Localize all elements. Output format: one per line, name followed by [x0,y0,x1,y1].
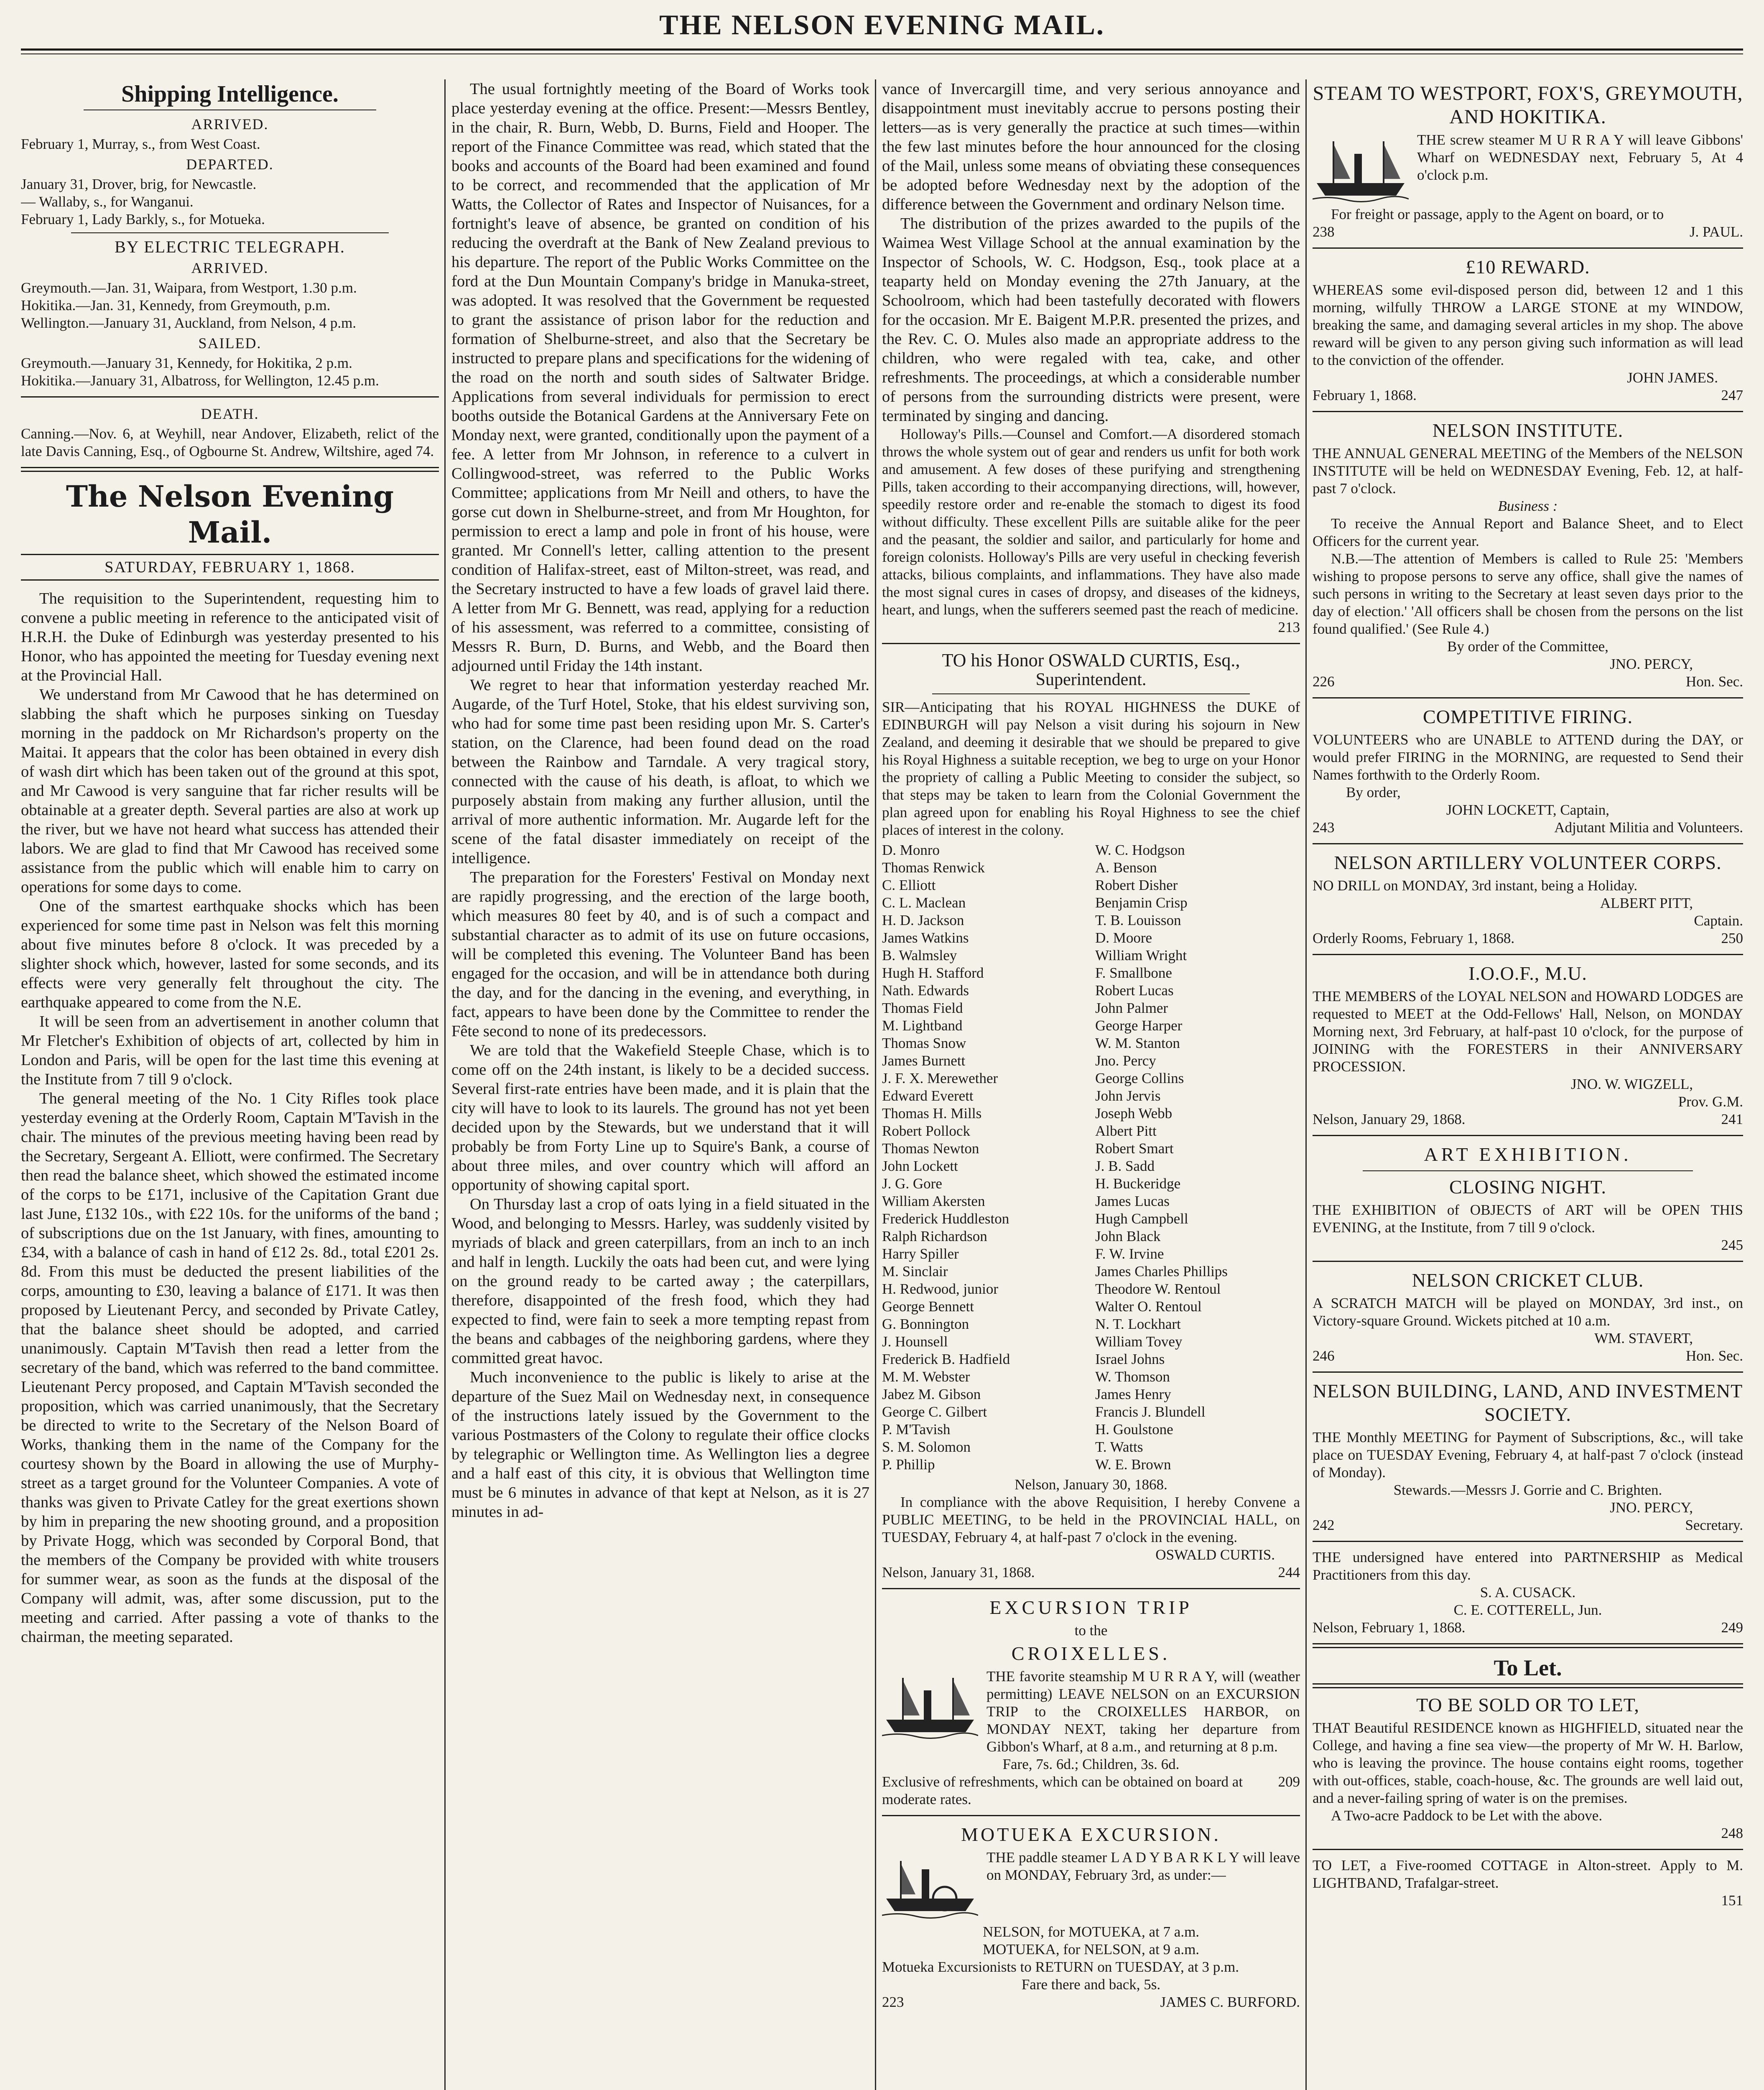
divider [21,579,439,581]
motueka-line: NELSON, for MOTUEKA, at 7 a.m. [982,1924,1200,1940]
motueka-footer [882,1993,1300,2011]
artillery-role: Captain. [1694,912,1743,929]
signatory: Ralph Richardson [882,1228,987,1244]
signatory: James Henry [1095,1386,1171,1402]
trip-refreshments: Exclusive of refreshments, which can be obtained on board at moderate rates. [882,1774,1243,1807]
steamship-icon [1313,133,1409,204]
signatory: John Jervis [1095,1088,1161,1104]
advert-number: 241 [1721,1111,1743,1127]
signatory: J. F. X. Merewether [882,1070,998,1086]
requisition-body: SIR—Anticipating that his ROYAL HIGHNESS the DUKE of EDINBURGH will pay Nelson a visit during his sojourn in New Zealand, and deeming it desirable that we should be prepared to give his Royal Highness a suitable reception, we beg to urge on your Honor the propriety of calling a Public Meeting to consider the subject, so that steps may be taken to learn from the Colonial Government the plan agreed upon for enabling his Royal Highness to see the chief places of interest in the colony. [882,699,1300,838]
institute-business: To receive the Annual Report and Balance Sheet, and to Elect Officers for the current year. [1313,515,1743,549]
competitive-footer [1313,819,1743,836]
news-paragraph: The usual fortnightly meeting of the Board of Works took place yesterday evening at the office. Present:—Messrs Bentley, in the chair, R. Burn, Webb, D. Burns, Field and Hooper. The report of the Finance Committee was read, which stated that the books and accounts of the Board had been examined and found to be correct, and recommended that the application of Mr Watts, the Collector of Rates and Inspector of Nuisances, for a fortnight's leave of absence, be granted on condition of his reducing the overdraft at the Bank of New Zealand previous to his departure. The report of the Public Works Committee on the ford at the Dun Mountain Company's bridge in Manuka-street, was adopted. It was resolved that the Government be requested to grant the assistance of prison labor for the reduction and formation of Shelburne-street, and also that the Secretary be instructed to prepare plans and specifications for the widening of the road on the north and south sides of Saltwater Bridge. Applications from several individuals for permission to erect booths outside the Botanical Gardens at the Anniversary Fete on Monday next, were granted, conditionally upon the payment of a fee. A letter from Mr Johnson, in reference to a culvert in Collingwood-street, was referred to the Public Works Committee; applications from Mr Neill and others, to have the gorse cut down in Shelburne-street, and from Mr Houghton, for permission to erect a lamp and pole in front of his house, were granted. Mr Connell's letter, calling attention to the present condition of Halifax-street, east of Milton-street, was read, and the Secretary instructed to have a few loads of gravel laid there. A letter from Mr G. Bennett, was read, applying for a reduction of his assessment, was referred to a committee, consisting of Messrs R. Burn, D. Burns, and Webb, and the Board then adjourned until Friday the 14th instant. [451,80,869,675]
motueka-title: MOTUEKA EXCURSION. [961,1824,1221,1845]
ioof-title: I.O.O.F., M.U. [1468,963,1587,984]
column-2 [451,79,869,2090]
divider [1313,1261,1743,1262]
signatory: Frederick Huddleston [882,1211,1009,1227]
curtis-signature: OSWALD CURTIS. [1155,1547,1275,1563]
partnership-date: Nelson, February 1, 1868. [1313,1619,1466,1636]
competitive-order: By order, [1346,784,1401,800]
signatory: J. Hounsell [882,1333,948,1350]
cricket-signature: WM. STAVERT, [1594,1330,1693,1346]
advert-number: 209 [1278,1774,1300,1790]
signatory: Jno. Percy [1095,1053,1156,1069]
signatories-left [882,841,1087,1473]
trip-to: to the [1074,1622,1108,1639]
advert-number: 223 [882,1994,904,2010]
steamship-icon [882,1669,978,1741]
signatory: William Wright [1095,947,1187,963]
news-paragraph: The general meeting of the No. 1 City Rifles took place yesterday evening at the Orderly Room, Captain M'Tavish in the chair. The minutes of the previous meeting having been read by the Secretary, Sergeant A. Elliott, were confirmed. The Secretary then read the balance sheet, which showed the estimated income of the corps to be £171, inclusive of the Capitation Grant due last June, £132 10s., with £22 10s. for the uniforms of the band ; of subscriptions due on the 1st January, with fines, amounting to £34, with a balance of cash in hand of £12 2s. 8d., total £201 2s. 8d. From this must be deducted the present liabilities of the corps, amounting to £30, leaving a balance of £171. It was then proposed by Lieutenant Percy, and seconded by Private Catley, that the balance sheet should be adopted, and carried unanimously. Captain M'Tavish then read a letter from the secretary of the band, which was referred to the band committee. Lieutenant Percy proposed, and Captain M'Tavish seconded the proposition, which was carried unanimously, that the Secretary be directed to write to the Secretary of the Nelson Board of Works, thanking them in the name of the Company for the courtesy shown by the Board in allowing the use of Murphy-street as a target ground for the Volunteer Companies. A vote of thanks was given to Private Catley for the great exertions shown by him in preparing the new shooting ground, and a proposition by Private Hogg, which was seconded by Corporal Bond, that the members of the Company be provided with white trousers for summer wear, as soon as the funds at the disposal of the Company will admit, was, after some discussion, put to the meeting and carried. After passing a vote of thanks to the chairman, the meeting separated. [21,1090,439,1646]
advert-number: 226 [1313,673,1335,690]
building-title: NELSON BUILDING, LAND, AND INVESTMENT SOCIETY. [1313,1380,1743,1425]
partnership-signature: S. A. CUSACK. [1480,1584,1576,1601]
signatory: D. Moore [1095,930,1152,946]
institute-footer [1313,673,1743,691]
divider [1313,247,1743,249]
departed-label: DEPARTED. [186,156,274,173]
signatory: H. Buckeridge [1095,1175,1181,1192]
advert-number: 242 [1313,1517,1335,1533]
news-paragraph: The distribution of the prizes awarded to the pupils of the Waimea West Village School at the annual examination by the Inspector of Schools, W. C. Hodgson, Esq., took place at a teaparty held on Monday evening the 27th January, at the Schoolroom, which had been tastefully decorated with flowers for the occasion. Mr E. Baigent M.P.R. presented the prizes, and the Rev. C. O. Mules also made an appropriate address to the children, who were regaled with tea, cake, and other refreshments. The proceedings, at which a considerable number of persons from the surrounding districts were present, were terminated by singing and dancing. [882,215,1300,425]
death-notice: Canning.—Nov. 6, at Weyhill, near Andover, Elizabeth, relict of the late Davis Canning, Esq., of Ogbourne St. Andrew, Wiltshire, aged 74. [21,426,439,459]
news-paragraph: Much inconvenience to the public is likely to arise at the departure of the Suez Mail on Wednesday next, in consequence of the instructions lately issued by the Government to the various Postmasters of the Colony to regulate their office clocks by telegraphic or Wellington time. As Wellington lies a degree and a half east of this city, it is obvious that Wellington time must be 6 minutes in advance of that kept at Nelson, as it is 27 minutes in ad- [451,1369,869,1521]
requisition-title: TO his Honor OSWALD CURTIS, Esq., [942,650,1240,670]
signatory: Thomas H. Mills [882,1105,982,1121]
steam-advert [1313,131,1743,206]
motueka-signature: JAMES C. BURFORD. [1160,1994,1300,2010]
signatory: W. Thomson [1095,1369,1170,1385]
departure-entry: February 1, Lady Barkly, s., for Motueka. [21,211,265,227]
divider [882,1588,1300,1589]
signatory: James Watkins [882,930,969,946]
signatory: John Palmer [1095,1000,1168,1016]
compliance-text: In compliance with the above Requisition, I hereby Convene a PUBLIC MEETING, to be held in the PROVINCIAL HALL, on TUESDAY, February 4, at half-past 7 o'clock in the evening. [882,1494,1300,1545]
sold-paddock: A Two-acre Paddock to be Let with the above. [1331,1807,1603,1824]
artillery-body: NO DRILL on MONDAY, 3rd instant, being a Holiday. [1313,877,1638,894]
cottage-body: TO LET, a Five-roomed COTTAGE in Alton-street. Apply to M. LIGHTBAND, Trafalgar-street. [1313,1857,1743,1891]
signatory: Hugh H. Stafford [882,965,984,981]
steam-freight: For freight or passage, apply to the Agent on board, or to [1331,206,1664,222]
signatory: Frederick B. Hadfield [882,1351,1010,1367]
competitive-signature: JOHN LOCKETT, Captain, [1446,802,1610,818]
column-divider [1305,79,1307,2090]
trip-advert [882,1668,1300,1756]
signatory: H. D. Jackson [882,912,964,928]
divider [1313,1643,1743,1648]
signatory: B. Walmsley [882,947,957,963]
arrived-label: ARRIVED. [191,116,269,133]
holloway-advert: Holloway's Pills.—Counsel and Comfort.—A disordered stomach throws the whole system out of gear and renders us unfit for both work and amusement. A few doses of these purifying and strengthening Pills, taken according to their accompanying directions, will, however, speedily restore order and re-enable the stomach to digest its food without difficulty. These excellent Pills are suitable alike for the peer and the peasant, the soldier and sailor, and particularly for home and foreign colonists. Holloway's Pills are very useful in checking feverish attacks, bilious complaints, and inflammations. They have also made the most signal cures in cases of dropsy, and diseases of the kidneys, heart, and lungs, when the sufferers seemed past the reach of medicine. [882,426,1300,618]
advert-number: 213 [1278,619,1300,635]
signatory: Joseph Webb [1095,1105,1173,1121]
divider [882,1815,1300,1816]
divider [1313,1135,1743,1136]
institute-role: Hon. Sec. [1685,673,1743,690]
signatory: J. B. Sadd [1095,1158,1155,1174]
signatory: J. G. Gore [882,1175,942,1192]
column-divider [444,79,446,2090]
artillery-signature: ALBERT PITT, [1600,895,1693,911]
divider [21,467,439,472]
departure-entry: — Wallaby, s., for Wanganui. [21,194,194,210]
advert-number: 249 [1721,1619,1743,1636]
signatory: James Charles Phillips [1095,1263,1228,1279]
divider [1313,1371,1743,1373]
divider [21,396,439,398]
signatory: Albert Pitt [1095,1123,1157,1139]
competitive-title: COMPETITIVE FIRING. [1423,706,1633,727]
partnership-signature: C. E. COTTERELL, Jun. [1453,1602,1602,1618]
signatory: T. Watts [1095,1439,1143,1455]
motueka-line: MOTUEKA, for NELSON, at 9 a.m. [982,1941,1200,1957]
signatory: George C. Gilbert [882,1404,987,1420]
signatory: Robert Lucas [1095,982,1174,999]
motueka-advert [882,1849,1300,1923]
signatory: C. L. Maclean [882,895,966,911]
reward-footer [1313,387,1743,404]
signatory: S. M. Solomon [882,1439,971,1455]
institute-note: N.B.—The attention of Members is called to Rule 25: 'Members wishing to propose persons to serve any office, shall give the names of such persons in writing to the Secretary at least seven days prior to the day of election.' 'All officers shall be chosen from the persons on the list found qualified.' (See Rule 4.) [1313,551,1743,637]
departure-entry: January 31, Drover, brig, for Newcastle. [21,176,257,192]
signatory: Jabez M. Gibson [882,1386,981,1402]
partnership-footer [1313,1619,1743,1636]
signatory: Nath. Edwards [882,982,969,999]
news-paragraph: The requisition to the Superintendent, requesting him to convene a public meeting in reference to the anticipated visit of H.R.H. the Duke of Edinburgh was yesterday presented to his Honor, who has appointed the meeting for Tuesday evening next at the Provincial Hall. [21,590,439,684]
advert-number: 244 [1278,1564,1300,1580]
signatory: George Harper [1095,1017,1183,1034]
divider [1313,411,1743,412]
signatories-list [882,841,1300,1473]
cricket-body: A SCRATCH MATCH will be played on MONDAY, 3rd inst., on Victory-square Ground. Wickets pitched at 10 a.m. [1313,1295,1743,1329]
signatory: W. E. Brown [1095,1456,1171,1473]
divider [1313,697,1743,698]
signatory: Edward Everett [882,1088,974,1104]
trip-title: EXCURSION TRIP [989,1597,1193,1618]
sold-title: TO BE SOLD OR TO LET, [1416,1694,1639,1715]
trip-footer [882,1773,1300,1808]
signatory: F. Smallbone [1095,965,1172,981]
column-3 [882,79,1300,2090]
artillery-footer [1313,930,1743,947]
trip-fare: Fare, 7s. 6d.; Children, 3s. 6d. [1002,1756,1180,1772]
signatory: William Tovey [1095,1333,1183,1350]
artillery-date: Orderly Rooms, February 1, 1868. [1313,930,1515,946]
signatory: Thomas Snow [882,1035,966,1051]
reward-title: £10 REWARD. [1466,256,1590,278]
signatory: James Lucas [1095,1193,1170,1209]
divider [1313,1541,1743,1542]
institute-body: THE ANNUAL GENERAL MEETING of the Members of the NELSON INSTITUTE will be held on WEDNESDAY Evening, Feb. 12, at half-past 7 o'clock. [1313,445,1743,497]
requisition-subtitle: Superintendent. [1035,670,1147,689]
advert-number: 246 [1313,1348,1335,1364]
column-divider [875,79,876,2090]
ioof-date: Nelson, January 29, 1868. [1313,1111,1466,1127]
divider [1313,954,1743,955]
masthead-rule [21,48,1743,51]
cricket-role: Hon. Sec. [1685,1348,1743,1364]
news-paragraph: The preparation for the Foresters' Festival on Monday next are rapidly progressing, and the erection of the large booth, which measures 80 feet by 40, and is of such a compact and substantial character as to admit of its use on future occasions, will be completed this evening. The Volunteer Band has been engaged for the occasion, and will be in attendance both during the day, and for the dancing in the evening, and everything, in fact, appears to have been done by the Committee to render the Fête second to none of its predecessors. [451,869,869,1040]
artillery-title: NELSON ARTILLERY VOLUNTEER CORPS. [1334,852,1722,873]
signatory: William Akersten [882,1193,985,1209]
paddle-steamer-icon [882,1850,978,1922]
motueka-fare: Fare there and back, 5s. [1021,1976,1161,1993]
signatory: H. Redwood, junior [882,1281,999,1297]
advert-number: 243 [1313,819,1335,836]
signatory: D. Monro [882,842,940,858]
signatory: M. Lightband [882,1017,963,1034]
building-footer [1313,1517,1743,1534]
news-paragraph: One of the smartest earthquake shocks which has been experienced for some time past in Nelson was felt this morning about five minutes before 8 o'clock. It was preceded by a slighter shock which, however, lasted for some seconds, and its effects were very generally felt throughout the city. The earthquake appeared to come from the N.E. [21,897,439,1011]
building-stewards: Stewards.—Messrs J. Gorrie and C. Brighten. [1393,1482,1662,1498]
news-paragraph: We are told that the Wakefield Steeple Chase, which is to come off on the 24th instant, is likely to be a decided success. Several first-rate entries have been made, and it is plain that the city will have to look to its laurels. The ground has not yet been decided upon by the Stewards, but we understand that it will probably be from Forty Line up to Squire's Bank, a course of about three miles, and over country which will afford an opportunity of showing capital sport. [451,1042,869,1194]
divider [21,554,439,555]
signatory: H. Goulstone [1095,1421,1173,1438]
signatory: Harry Spiller [882,1246,959,1262]
masthead: THE NELSON EVENING MAIL. [659,9,1105,41]
curtis-footer [882,1564,1300,1581]
divider [932,693,1250,694]
steam-signature: J. PAUL. [1689,224,1743,240]
divider [1313,843,1743,844]
trip-place: CROIXELLES. [1011,1643,1171,1664]
signatory: Walter O. Rentoul [1095,1298,1202,1315]
column-4 [1313,79,1743,2090]
institute-title: NELSON INSTITUTE. [1432,420,1624,441]
trip-body: THE favorite steamship M U R R A Y, will (weather permitting) LEAVE NELSON on an EXCURSION TRIP to the CROIXELLES HARBOR, on MONDAY NEXT, taking her departure from Gibbon's Wharf, at 8 a.m., and returning at 8 p.m. [987,1668,1300,1755]
partnership-body: THE undersigned have entered into PARTNERSHIP as Medical Practitioners from this day. [1313,1549,1743,1583]
ioof-role: Prov. G.M. [1678,1093,1743,1110]
signatory: John Black [1095,1228,1161,1244]
advert-number: 248 [1721,1825,1743,1841]
sold-body: THAT Beautiful RESIDENCE known as HIGHFIELD, situated near the College, and having a fine sea view—the property of Mr W. H. Barlow, who is leaving the province. The house contains eight rooms, together with out-offices, stable, coach-house, &c. The grounds are well laid out, and a never-failing spring of water is on the premises. [1313,1720,1743,1806]
signatory: G. Bonnington [882,1316,969,1332]
divider [1363,1170,1693,1171]
news-paragraph: On Thursday last a crop of oats lying in a field situated in the Wood, and belonging to Messrs. Harley, was suddenly visited by myriads of black and green caterpillars, from an inch to an inch and half in length. Luckily the oats had been cut, and were lying on the ground ready to be carted away ; the caterpillars, therefore, disappointed of the fresh food, which they had expected to find, were fain to seek a more tempting repast from the beans and cabbages of the neighboring gardens, where they committed great havoc. [451,1195,869,1367]
arrival-entry: February 1, Murray, s., from West Coast. [21,136,260,152]
signatory: George Collins [1095,1070,1184,1086]
signatory: John Lockett [882,1158,958,1174]
signatory: P. Phillip [882,1456,935,1473]
dateline: SATURDAY, FEBRUARY 1, 1868. [105,558,355,576]
telegraph-entry: Hokitika.—January 31, Albatross, for Wellington, 12.45 p.m. [21,372,379,389]
steam-title: STEAM TO WESTPORT, FOX'S, GREYMOUTH, AND HOKITIKA. [1313,82,1743,128]
signatory: Thomas Newton [882,1140,979,1157]
building-body: THE Monthly MEETING for Payment of Subscriptions, &c., will take place on TUESDAY Evening, February 4, at half-past 7 o'clock (instead of Monday). [1313,1429,1743,1481]
advert-number: 151 [1721,1892,1743,1909]
tel-arrived-label: ARRIVED. [191,260,269,276]
reward-signature: JOHN JAMES. [1627,370,1718,386]
art-exhibition-body: THE EXHIBITION of OBJECTS of ART will be OPEN THIS EVENING, at the Institute, from 7 till 9 o'clock. [1313,1202,1743,1236]
signatory: M. Sinclair [882,1263,948,1279]
divider [1313,1683,1743,1688]
signatory: T. B. Louisson [1095,912,1181,928]
divider [71,232,389,233]
signatory: Theodore W. Rentoul [1095,1281,1221,1297]
tel-sailed-label: SAILED. [198,335,262,352]
column-1 [21,79,439,2090]
signatory: Thomas Renwick [882,859,985,876]
reward-body: WHEREAS some evil-disposed person did, between 12 and 1 this morning, wilfully THROW a LARGE STONE at my WINDOW, breaking the same, and damaging several articles in my shop. The above reward will be given to any person giving such information as will lead to the conviction of the offender. [1313,282,1743,368]
signatory: George Bennett [882,1298,974,1315]
reward-date: February 1, 1868. [1313,387,1417,403]
signatory: Israel Johns [1095,1351,1165,1367]
to-let-title: To Let. [1494,1655,1562,1680]
steam-body: THE screw steamer M U R R A Y will leave Gibbons' Wharf on WEDNESDAY next, February 5, At 4 o'clock p.m. [1417,132,1743,183]
telegraph-entry: Hokitika.—Jan. 31, Kennedy, from Greymouth, p.m. [21,297,331,314]
signatory: P. M'Tavish [882,1421,951,1438]
paper-title: The Nelson Evening Mail. [66,479,394,550]
signatory: Thomas Field [882,1000,963,1016]
divider [1313,1849,1743,1850]
news-paragraph: We understand from Mr Cawood that he has determined on slabbing the shaft which he purposes sinking on Tuesday morning in the paddock on Mr Richardson's property on the Maitai. It appears that the color has been obtained in every dish of wash dirt which has been taken out of the ground at this spot, and Mr Cawood is very sanguine that far richer results will be obtainable at a greater depth. Several parties are also at work up the river, but we have not heard what success has attended their labors. We are glad to find that Mr Cawood has received some assistance from the public which will enable him to carry on operations for some days to come. [21,686,439,896]
motueka-body: THE paddle steamer L A D Y B A R K L Y will leave on MONDAY, February 3rd, as under:— [987,1849,1300,1883]
signatory: Robert Smart [1095,1140,1174,1157]
signatory: F. W. Irvine [1095,1246,1164,1262]
signatory: Benjamin Crisp [1095,895,1188,911]
signatories-right [1095,841,1300,1473]
cricket-title: NELSON CRICKET CLUB. [1412,1269,1644,1291]
ioof-body: THE MEMBERS of the LOYAL NELSON and HOWARD LODGES are requested to MEET at the Odd-Fellows' Hall, Nelson, on MONDAY Morning next, 3rd February, at half-past 10 o'clock, for the purpose of JOINING with the FORESTERS in their ANNIVERSARY PROCESSION. [1313,988,1743,1075]
signatory: James Burnett [882,1053,966,1069]
divider [882,643,1300,644]
steam-footer [1313,223,1743,241]
telegraph-entry: Wellington.—January 31, Auckland, from Nelson, 4 p.m. [21,315,357,331]
art-exhibition-title: ART EXHIBITION. [1424,1144,1632,1165]
advert-number: 247 [1721,387,1743,403]
competitive-role: Adjutant Militia and Volunteers. [1554,819,1743,836]
news-paragraph: It will be seen from an advertisement in another column that Mr Fletcher's Exhibition of objects of art, collected by him in London and Paris, will be open for the last time this evening at the Institute from 7 till 9 o'clock. [21,1013,439,1088]
institute-business-label: Business : [1498,498,1558,514]
ioof-footer [1313,1111,1743,1128]
signatory: A. Benson [1095,859,1157,876]
curtis-date: Nelson, January 31, 1868. [882,1564,1035,1580]
advert-number: 245 [1721,1237,1743,1253]
art-exhibition-subtitle: CLOSING NIGHT. [1449,1176,1606,1198]
building-signature: JNO. PERCY, [1610,1499,1693,1516]
signatory: W. C. Hodgson [1095,842,1185,858]
advert-number: 250 [1721,930,1743,946]
signatory: M. M. Webster [882,1369,970,1385]
telegraph-entry: Greymouth.—Jan. 31, Waipara, from Westport, 1.30 p.m. [21,280,357,296]
competitive-body: VOLUNTEERS who are UNABLE to ATTEND during the DAY, or would prefer FIRING in the MORNING, are requested to Send their Names forthwith to the Orderly Room. [1313,732,1743,783]
advert-number: 238 [1313,224,1335,240]
news-paragraph: We regret to hear that information yesterday reached Mr. Augarde, of the Turf Hotel, Stoke, that his eldest surviving son, who had for some time past been residing upon Mr. S. Carter's station, on the Clarence, had been found dead on the road between the Rainbow and Tarndale. A very tragical story, connected with the cause of his death, is afloat, to which we purposely abstain from making any further allusion, until the arrival of more authentic information. Mr. Augarde left for the scene of the fatal disaster immediately on receipt of the intelligence. [451,676,869,867]
shipping-title: Shipping Intelligence. [121,81,339,107]
news-paragraph: vance of Invercargill time, and very serious annoyance and disappointment must inevitably accrue to persons posting their letters—as is very generally the practice at such times—within the few last minutes before the hour announced for the closing of the Mail, unless some means of obviating these consequences be adopted before Wednesday next by the adoption of the difference between the Government and ordinary Nelson time. [882,80,1300,213]
signatory: Robert Disher [1095,877,1178,893]
signatory: Robert Pollock [882,1123,970,1139]
signatory: W. M. Stanton [1095,1035,1180,1051]
telegraph-label: BY ELECTRIC TELEGRAPH. [115,237,345,256]
signatory: N. T. Lockhart [1095,1316,1181,1332]
building-role: Secretary. [1685,1517,1743,1533]
signatory: Hugh Campbell [1095,1211,1188,1227]
institute-order: By order of the Committee, [1447,638,1609,655]
death-label: DEATH. [201,405,259,422]
signatory: Francis J. Blundell [1095,1404,1206,1420]
cricket-footer [1313,1347,1743,1365]
ioof-signature: JNO. W. WIGZELL, [1571,1076,1693,1092]
motueka-line: Motueka Excursionists to RETURN on TUESDAY, at 3 p.m. [882,1959,1239,1975]
signatory: C. Elliott [882,877,936,893]
telegraph-entry: Greymouth.—January 31, Kennedy, for Hokitika, 2 p.m. [21,355,352,371]
requisition-date: Nelson, January 30, 1868. [1015,1476,1168,1493]
institute-signature: JNO. PERCY, [1610,656,1693,672]
